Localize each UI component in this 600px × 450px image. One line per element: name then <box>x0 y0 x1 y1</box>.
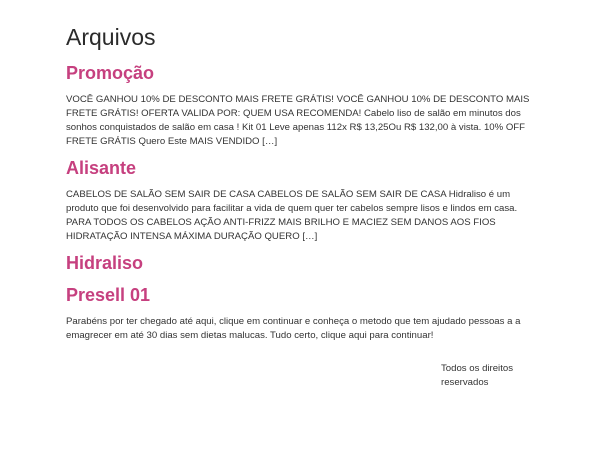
post-promocao <box>66 62 536 149</box>
post-title-link[interactable]: Alisante <box>66 158 137 178</box>
post-title-link[interactable]: Hidraliso <box>66 253 144 273</box>
post-excerpt: VOCÊ GANHOU 10% DE DESCONTO MAIS FRETE GRÁTIS! VOCÊ GANHOU 10% DE DESCONTO MAIS FRETE GRÁTIS! OFERTA VALIDA POR: QUEM USA RECOMENDA! Cabelo liso de salão em minutos dos sonhos conquistados de salão em casa ! Kit 01 Leve apenas 112x R$ 13,25Ou R$ 132,00 à vista. 10% OFF FRETE GRÁTIS Quero Este MAIS VENDIDO […] <box>66 94 530 147</box>
post-presell-01 <box>66 284 536 343</box>
post-title-link[interactable]: Promoção <box>66 63 155 83</box>
post-excerpt: CABELOS DE SALÃO SEM SAIR DE CASA CABELOS DE SALÃO SEM SAIR DE CASA Hidraliso é um produto que foi desenvolvido para facilitar a vida de quem quer ter cabelos sempre lisos e lindos em casa. PARA TODOS OS CABELOS AÇÃO ANTI-FRIZZ MAIS BRILHO E MACIEZ SEM DANOS AOS FIOS HIDRATAÇÃO INTENSA MÁXIMA DURAÇÃO QUERO […] <box>66 189 518 242</box>
post-hidraliso <box>66 252 536 274</box>
page-title: Arquivos <box>66 24 156 50</box>
archive-content <box>66 22 536 351</box>
post-alisante <box>66 157 536 244</box>
post-excerpt: Parabéns por ter chegado até aqui, clique em continuar e conheça o metodo que tem ajudado pessoas a a emagrecer em até 30 dias sem dietas malucas. Tudo certo, clique aqui para continuar! <box>66 316 521 341</box>
post-title-link[interactable]: Presell 01 <box>66 285 151 305</box>
footer-copyright: Todos os direitos reservados <box>441 363 513 388</box>
